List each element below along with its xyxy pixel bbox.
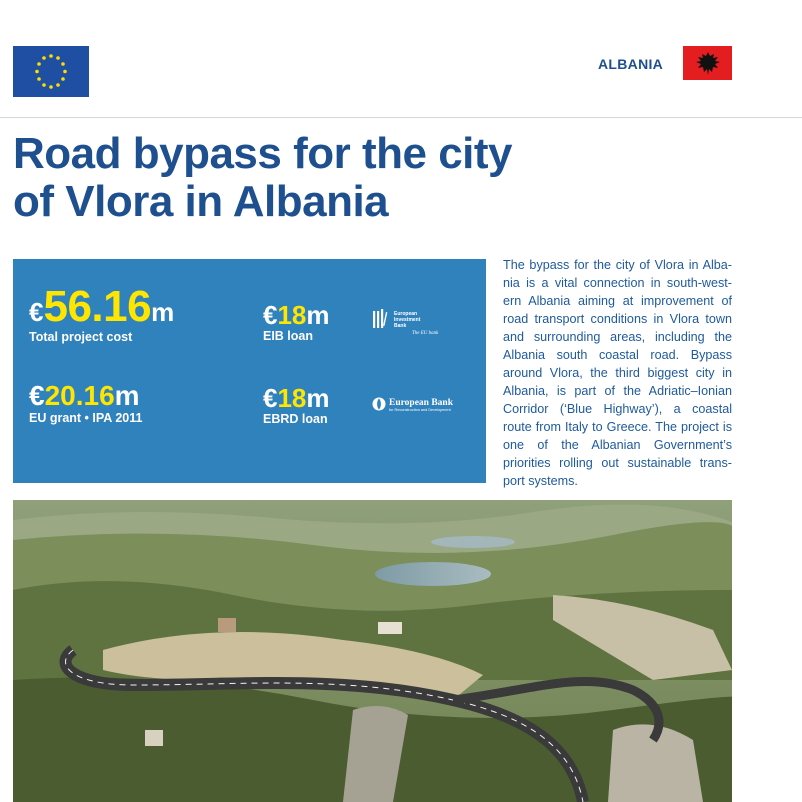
stat-eib-amount (263, 302, 330, 328)
stat-eib-value: 18 (277, 300, 307, 330)
stat-eu-label: EU grant • IPA 2011 (29, 411, 143, 425)
albania-flag-icon (683, 46, 732, 80)
stat-eib-loan (263, 302, 330, 343)
page-title (13, 130, 512, 226)
stat-eib-label: EIB loan (263, 329, 314, 343)
eib-logo-line3: Bank (394, 323, 407, 329)
header-divider (0, 117, 802, 118)
aerial-road-photo (13, 500, 732, 802)
stat-total-cost (29, 282, 175, 344)
currency-symbol: € (29, 380, 45, 411)
eib-logo-tagline: The EU bank (412, 331, 439, 336)
eib-logo-line2: Investment (394, 317, 421, 323)
project-description: The bypass for the city of Vlora in Alba-nia is a vital connection in south-west-ern Albania aiming at improvement of road transport conditions in Vlora town and surrounding areas, including the Albania south coastal road. Bypass around Vlora, the third biggest city in Albania, is part of the Adriatic–Ionian Corridor (‘Blue Highway’), a coastal route from Italy to Greece. The project is one of the Albanian Government’s priorities rolling out sustainable trans-port systems. (503, 258, 732, 488)
eib-logo-icon (372, 308, 444, 338)
eu-stars (35, 54, 67, 89)
stat-ebrd-amount (263, 385, 330, 411)
currency-symbol: € (29, 297, 44, 327)
funding-stats-box (13, 259, 486, 483)
unit-label: m (114, 380, 140, 411)
unit-label: m (306, 300, 330, 330)
stat-eu-grant (29, 382, 142, 425)
eu-flag-icon (13, 46, 89, 97)
unit-label: m (306, 383, 330, 413)
stat-total-amount (29, 282, 175, 331)
stat-ebrd-value: 18 (277, 383, 307, 413)
eib-logo-line1: European (394, 311, 418, 317)
title-line-1: Road bypass for the city (13, 129, 513, 178)
ebrd-logo-line2: for Reconstruction and Development (389, 408, 451, 412)
title-line-2: of Vlora in Albania (13, 177, 389, 226)
unit-label: m (151, 297, 175, 327)
stat-ebrd-label: EBRD loan (263, 412, 328, 426)
stat-ebrd-loan (263, 385, 330, 426)
country-label: ALBANIA (598, 56, 664, 72)
ebrd-logo-line1: European Bank (389, 398, 453, 408)
stat-eu-amount (29, 382, 142, 410)
stat-total-value: 56.16 (43, 282, 152, 331)
currency-symbol: € (263, 300, 278, 330)
stat-eu-value: 20.16 (44, 380, 115, 411)
stat-total-label: Total project cost (29, 330, 133, 344)
currency-symbol: € (263, 383, 278, 413)
ebrd-logo-icon (372, 395, 472, 417)
